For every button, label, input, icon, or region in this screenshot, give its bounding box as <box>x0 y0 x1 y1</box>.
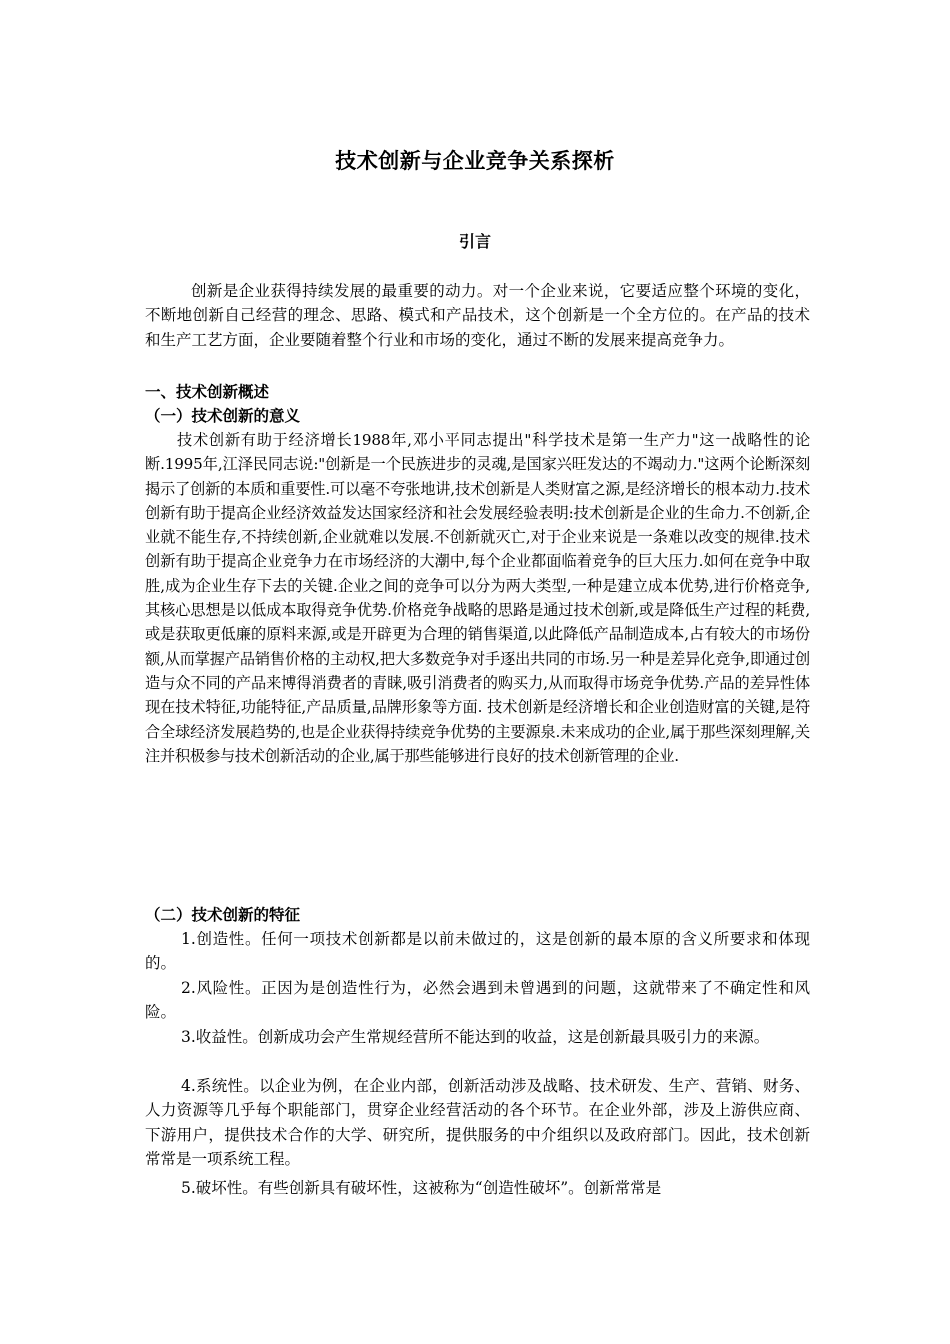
section-heading-overview: 一、技术创新概述 <box>145 383 270 401</box>
feature-item: 2.风险性。正因为是创造性行为，必然会遇到未曾遇到的问题，这就带来了不确定性和风险。 <box>145 979 810 1022</box>
subsection-heading-features: （二）技术创新的特征 <box>145 906 301 924</box>
document-title: 技术创新与企业竞争关系探析 <box>335 149 615 173</box>
significance-paragraph: 技术创新有助于经济增长1988年,邓小平同志提出"科学技术是第一生产力"这一战略性的论断.1995年,江泽民同志说:"创新是一个民族进步的灵魂,是国家兴旺发达的不竭动力."这两个论断深刻揭示了创新的本质和重要性.可以毫不夸张地讲,技术创新是人类财富之源,是经济增长的根本动力.技术创新有助于提高企业经济效益发达国家经济和社会发展经验表明:技术创新是企业的生命力.不创新,企业就不能生存,不持续创新,企业就难以发展.不创新就灭亡,对于企业来说是一条难以改变的规律.技术创新有助于提高企业竞争力在市场经济的大潮中,每个企业都面临着竞争的巨大压力.如何在竞争中取胜,成为企业生存下去的关键.企业之间的竞争可以分为两大类型,一种是建立成本优势,进行价格竞争,其核心思想是以低成本取得竞争优势.价格竞争战略的思路是通过技术创新,或是降低生产过程的耗费,或是获取更低廉的原料来源,或是开辟更为合理的销售渠道,以此降低产品制造成本,占有较大的市场份额,从而掌握产品销售价格的主动权,把大多数竞争对手逐出共同的市场.另一种是差异化竞争,即通过创造与众不同的产品来博得消费者的青睐,吸引消费者的购买力,从而取得市场竞争优势.产品的差异性体现在技术特征,功能特征,产品质量,品牌形象等方面. 技术创新是经济增长和企业创造财富的关键,是符合全球经济发展趋势的,也是企业获得持续竞争优势的主要源泉.未来成功的企业,属于那些深刻理解,关注并积极参与技术创新活动的企业,属于那些能够进行良好的技术创新管理的企业. <box>145 431 810 765</box>
feature-item: 5.破坏性。有些创新具有破坏性，这被称为“创造性破坏”。创新常常是 <box>181 1179 662 1197</box>
feature-item: 3.收益性。创新成功会产生常规经营所不能达到的收益，这是创新最具吸引力的来源。 <box>181 1028 770 1046</box>
intro-paragraph: 创新是企业获得持续发展的最重要的动力。对一个企业来说，它要适应整个环境的变化，不断地创新自己经营的理念、思路、模式和产品技术，这个创新是一个全方位的。在产品的技术和生产工艺方面，企业要随着整个行业和市场的变化，通过不断的发展来提高竞争力。 <box>145 282 810 349</box>
intro-heading: 引言 <box>458 232 491 251</box>
feature-item: 1.创造性。任何一项技术创新都是以前未做过的，这是创新的最本原的含义所要求和体现的。 <box>145 930 810 973</box>
subsection-heading-significance: （一）技术创新的意义 <box>145 407 301 425</box>
feature-item: 4.系统性。以企业为例，在企业内部，创新活动涉及战略、技术研发、生产、营销、财务、人力资源等几乎每个职能部门，贯穿企业经营活动的各个环节。在企业外部，涉及上游供应商、下游用户，提供技术合作的大学、研究所，提供服务的中介组织以及政府部门。因此，技术创新常常是一项系统工程。 <box>145 1077 810 1169</box>
